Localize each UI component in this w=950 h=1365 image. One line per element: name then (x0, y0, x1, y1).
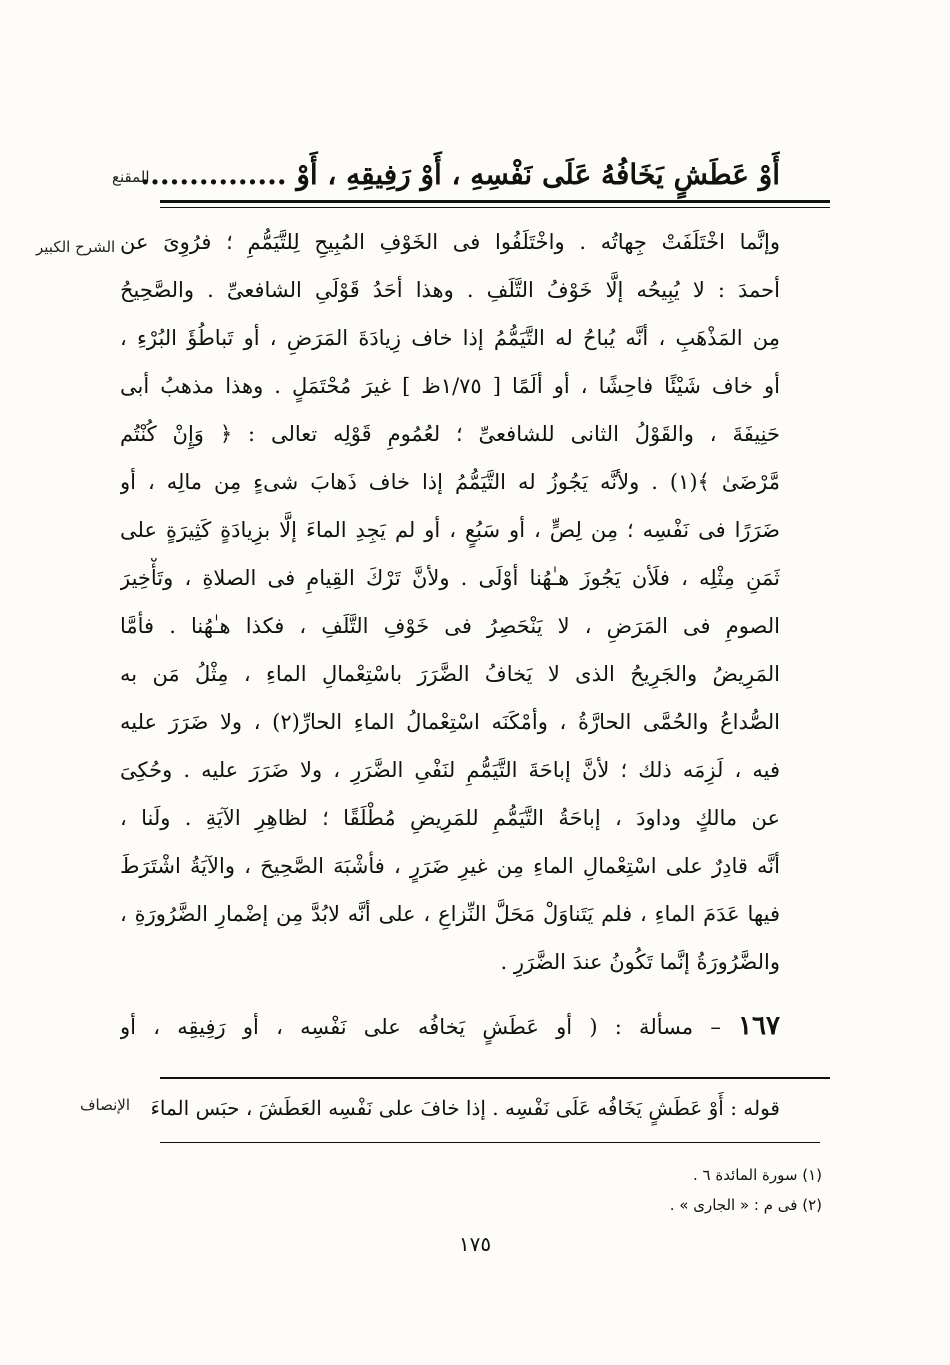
sharh-line: فيها عَدَمَ الماءِ ، فلم يَتَناوَلْ مَحَلَّ النِّزاعِ ، على أنَّه لابُدَّ مِن إضْمارِ الضَّرُورَةِ ، (120, 902, 780, 926)
footnote-2: (٢) فى م : « الجارى » . (669, 1196, 822, 1214)
masala-text: – مسألة : ( أو عَطَشٍ يَخافُه على نَفْسِه ، أو رَفِيقِه ، أو (120, 1015, 721, 1039)
sharh-line: وإنَّما اخْتَلَفَتْ جِهاتُه . واخْتَلَفُوا فى الخَوْفِ المُبِيحِ لِلتَّيَمُّمِ ؛ فرُوِىَ عن (120, 230, 780, 254)
sharh-line: مَّرْضَىٰ ﴾(١) . ولأنَّه يَجُوزُ له التَّيَمُّمُ إذا خاف ذَهابَ شىءٍ مِن مالِه ، أو (120, 470, 780, 494)
sharh-line: حَنِيفَةَ ، والقَوْلُ الثانى للشافعىِّ ؛ لعُمُومِ قَوْلِه تعالى : ﴿ وَإِنْ كُنْتُم (120, 422, 780, 446)
sharh-line: أو خاف شَيْئًا فاحِشًا ، أو ألَمًا [ ١/٧٥ظ ] غيرَ مُحْتَمَلٍ . وهذا مذهبُ أبى (120, 374, 780, 398)
sharh-line: المَرِيضُ والجَرِيحُ الذى لا يَخافُ الضَّرَرَ باسْتِعْمالِ الماءِ ، مِثْلُ مَن به (120, 662, 780, 686)
matn-text: أَوْ عَطَشٍ يَخَافُهُ عَلَى نَفْسِهِ ، أَوْ رَفِيقِهِ ، أَوْ ............... (140, 158, 780, 191)
matn-divider (160, 200, 830, 203)
sharh-line: عن مالكٍ وداودَ ، إباحَةُ التَّيَمُّمِ للمَرِيضِ مُطْلَقًا ؛ لظاهِرِ الآيَةِ . ولَنا ، (120, 806, 780, 830)
insaf-divider (160, 1077, 830, 1079)
sharh-line-last: والضَّرُورَةُ إنَّما تَكُونُ عندَ الضَّرَرِ . (500, 950, 780, 974)
sharh-line: ثَمَنِ مِثْلِه ، فلَأن يَجُوزَ هـٰهُنا أوْلَى . ولأنَّ تَرْكَ القِيامِ فى الصلاةِ ، وتَأْخِيرَ (120, 566, 780, 590)
sharh-line: أحمدَ : لا يُبِيحُه إلَّا خَوْفُ التَّلَفِ . وهذا أحَدُ قَوْلَىِ الشافعىِّ . والصَّحِيحُ (120, 278, 780, 302)
sharh-line: أنَّه قادِرٌ على اسْتِعْمالِ الماءِ مِن غيرِ ضَرَرٍ ، فأشْبَهَ الصَّحِيحَ ، والآيَةُ اشْتَرَطَ (120, 854, 780, 878)
footnote-divider (160, 1142, 820, 1143)
matn-divider-thin (160, 207, 830, 208)
insaf-text: قوله : أَوْ عَطَشٍ يَخَافُه عَلَى نَفْسِه . إذا خافَ على نَفْسِه العَطَشَ ، حبَس الماءَ (150, 1096, 780, 1120)
masala-number: ١٦٧ (738, 1011, 780, 1041)
label-muqni: المقنع (112, 168, 150, 186)
sharh-line: ضَرَرًا فى نَفْسِه ؛ مِن لِصٍّ ، أو سَبُعٍ ، أو لم يَجِدِ الماءَ إلَّا بزِيادَةٍ كَثِيرَةٍ على (120, 518, 780, 542)
sharh-line: فيه ، لَزِمَه ذلك ؛ لأنَّ إباحَةَ التَّيَمُّمِ لنَفْىِ الضَّرَرِ ، ولا ضَرَرَ عليه . وحُكِىَ (120, 758, 780, 782)
label-insaf: الإنصاف (80, 1096, 131, 1114)
page-number: ١٧٥ (458, 1232, 492, 1256)
sharh-line: الصُّداعُ والحُمَّى الحارَّةُ ، وأمْكَنَه اسْتِعْمالُ الماءِ الحارِّ(٢) ، ولا ضَرَرَ عليه (120, 710, 780, 734)
sharh-line: الصومِ فى المَرَضِ ، لا يَنْحَصِرُ فى خَوْفِ التَّلَفِ ، فكذا هـٰهُنا . فأمَّا (120, 614, 780, 638)
footnote-1: (١) سورة المائدة ٦ . (693, 1166, 822, 1184)
label-sharh: الشرح الكبير (36, 238, 116, 256)
sharh-line: مِن المَذْهَبِ ، أنَّه يُباحُ له التَّيَمُّمُ إذا خاف زِيادَةَ المَرَضِ ، أو تَباطُؤَ البُرْءِ ، (120, 326, 780, 350)
masala-line (120, 1004, 780, 1048)
